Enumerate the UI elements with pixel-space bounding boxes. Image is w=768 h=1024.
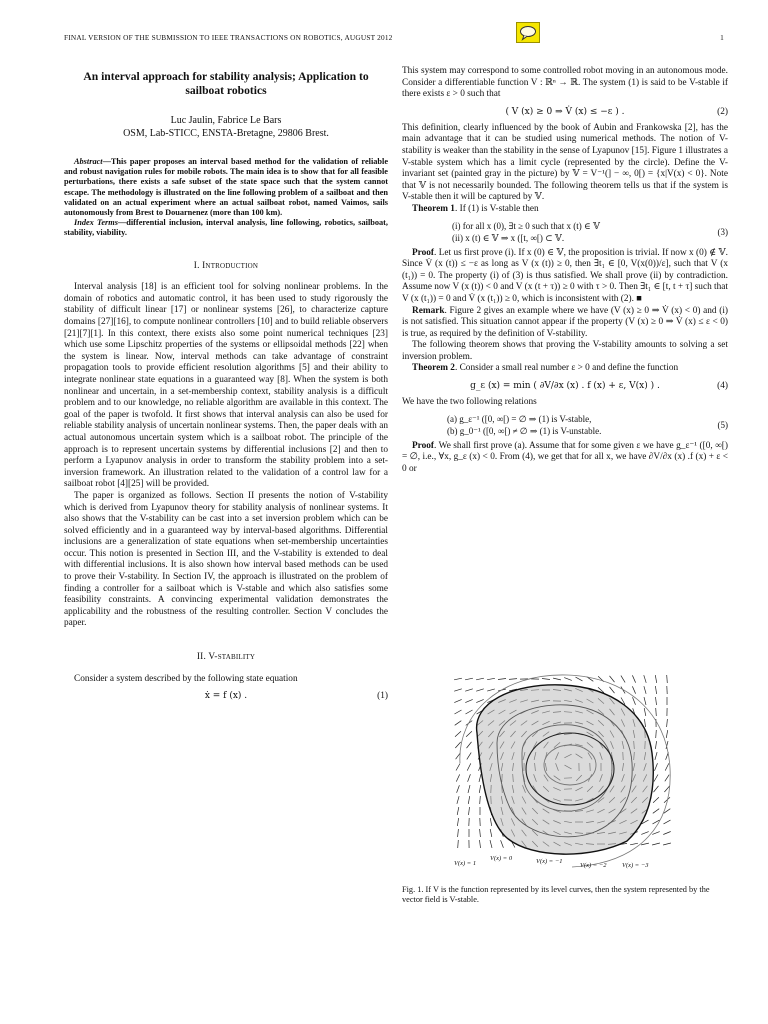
field-arrow (454, 678, 462, 680)
authors-block (64, 114, 388, 140)
field-arrow (467, 753, 471, 760)
field-arrow (553, 678, 561, 680)
field-arrow (487, 678, 495, 679)
field-arrow (490, 818, 491, 826)
v-invariant-set-region (477, 685, 654, 854)
remark-text: . Figure 2 gives an example where we have (V (x) ≥ 0 ⇒ V̇ (x) < 0) and (i) is not satisfied. This situation cannot appear if the property (V (x) ≥ 0 ⇒ V̇ (x) ≤ ε < 0) is true, as required by the definition of V-stability. (402, 305, 728, 339)
field-arrow (641, 843, 649, 845)
level-label-3: V(x) = −1 (536, 858, 563, 865)
equation-4-body: g_ε (x) = min ( ∂V/∂x (x) . f (x) + ε, V(x) ) . (470, 381, 660, 392)
field-arrow (457, 807, 459, 815)
field-arrow (455, 742, 460, 748)
equation-2-body: ( V (x) ≥ 0 ⇒ V̇ (x) ≤ −ε ) . (505, 106, 625, 117)
proof-1-text: . Let us first prove (i). If x (0) ∈ 𝕍, the proposition is trivial. If now x (0) ∉ 𝕍. Since V̇ (x (t)) ≤ −ε as long as V (x (t)) ≥ 0, then ∃t₁ ∈ [0, V(x(0))/ε], such that V (x (t₁)) = 0. The property (i) of (3) is thus satisfied. We shall prove (ii) by contradiction. Assume now V (x (t)) < 0 and V (x (t + τ)) ≥ 0 with τ > 0. Then ∃t₁ ∈ [t, t + τ] such that V (x (t₁)) = 0 and V̇ (x (t₁)) ≥ 0, which is inconsistent with (2). ■ (402, 247, 728, 304)
right-paragraph-2: This definition, clearly influenced by the book of Aubin and Frankowska [2], has the main advantage that it can be studied using numerical methods. The notion of V-stability is weaker than the stability in the sense of Lyapunov [15]. Figure 1 illustrates a V-stable system which has a limit cycle (represented by the circle). Define the V-invariant set (painted gray in the picture) by 𝕍 = V⁻¹(] − ∞, 0[) = {x|V(x) < 0}. Note that 𝕍 is not necessarily bounded. The following theorem tells us that if the system is V-stable then it will be captured by 𝕍. (402, 122, 728, 203)
field-arrow (490, 829, 492, 837)
intro-paragraph-1: Interval analysis [18] is an efficient tool for solving nonlinear problems. In the domain of robotics and automatic control, it has been used to study rigorously the stability of difficult linear [17] or nonlinear systems [26], to characterize capture domains [27][16], to compute nonlinear controllers [10] and to build reliable observers [21][7][1]. In this context, there exists also some point numerical techniques [23] which use some Lipschitz properties of the systems or ellipsoidal methods [22] when the system is linear. Now, interval methods can take advantage of constraint propagation tools to provide efficient resolution algorithms [5] and their ability to integrate nonlinear state equations in a guaranteed way [8]. When the system is both nonlinear and uncertain, in a set-membership context, stability analysis is a difficult problem and to our knowledge, no reliable algorithm are available in this context. The goal of the paper is twofold. It first shows that interval analysis can also be used for reliable stability analysis of uncertain nonlinear systems. Then, the paper deals with an actual autonomous uncertain system which is a sailboat robot. The principle of the approach is to represent uncertain systems by differential inclusions [2] and then to perform a Lyapunov analysis in order to transform the stability problem into a set-inversion framework. An illustration related to the validation of a control law for a sailboat robot [4][25] will be provided. (64, 282, 388, 490)
field-arrow (476, 678, 484, 680)
theorem-1-list (402, 220, 728, 244)
level-label-1: V(x) = 1 (454, 860, 477, 867)
field-arrow (501, 840, 504, 847)
field-arrow (656, 697, 657, 705)
field-arrow (667, 719, 668, 727)
field-arrow (455, 710, 462, 714)
field-arrow (476, 699, 483, 702)
field-arrow (455, 721, 462, 726)
field-arrow (480, 840, 481, 848)
comment-note-icon[interactable] (516, 22, 540, 43)
field-arrow (621, 676, 625, 683)
field-arrow (655, 741, 656, 749)
field-arrow (632, 686, 635, 693)
field-arrow (644, 708, 646, 716)
field-arrow (490, 840, 492, 848)
field-arrow (641, 832, 648, 835)
theorem-1-label: Theorem 1 (412, 203, 455, 214)
level-label-2: V(x) = 0 (490, 855, 513, 862)
equation-3-number: (3) (717, 226, 728, 237)
index-text: —differential inclusion, interval analysis, line following, robotics, sailboat, stability, viability. (64, 218, 389, 238)
field-arrow (665, 763, 669, 770)
theorem-2-text: . Consider a small real number ε > 0 and define the function (454, 363, 679, 374)
field-arrow (469, 807, 470, 815)
field-arrow (644, 686, 646, 694)
field-arrow (644, 675, 646, 683)
proof-1-label: Proof (412, 247, 435, 258)
field-arrow (663, 843, 671, 845)
field-arrow (666, 730, 667, 738)
field-arrow (656, 708, 657, 716)
right-paragraph-4: We have the two following relations (402, 397, 537, 408)
proof-2-text: . We shall first prove (a). Assume that for some given ε we have g_ε⁻¹ ([0, ∞[) = ∅, i.e., ∀x, g_ε (x) < 0. From (4), we get that for all x, we have ∂V/∂x (x) .f (x) + ε < 0 or (402, 440, 728, 474)
field-arrow (476, 689, 484, 691)
theorem-1-item-i: (i) for all x (0), ∃t ≥ 0 such that x (t) ∈ 𝕍 (452, 220, 600, 231)
field-arrow (498, 679, 506, 680)
figure-1-caption: Fig. 1. If V is the function represented by its level curves, then the system represented by the vector field is V-stable. (402, 885, 710, 905)
section-heading-introduction: I. Introduction (193, 260, 259, 271)
relations-list (402, 413, 728, 437)
field-arrow (610, 687, 615, 693)
field-arrow (655, 675, 656, 683)
field-arrow (480, 796, 481, 804)
proof-2-label: Proof (412, 440, 435, 451)
v-stability-paragraph: Consider a system described by the following state equation (74, 673, 298, 684)
field-arrow (610, 676, 615, 682)
theorem-1 (402, 204, 728, 216)
right-paragraph-3: The following theorem shows that proving the V-stability amounts to solving a set inversion problem. (402, 340, 728, 362)
field-arrow (479, 774, 481, 782)
field-arrow (576, 677, 583, 681)
field-arrow (655, 686, 656, 694)
field-arrow (456, 764, 460, 771)
field-arrow (465, 678, 473, 680)
field-arrow (633, 697, 636, 704)
index-label: Index Terms (74, 218, 118, 228)
theorem-2 (402, 363, 728, 375)
field-arrow (645, 719, 646, 727)
equation-2-number: (2) (717, 106, 728, 117)
relation-b: (b) g_0⁻¹ ([0, ∞[) ≠ ∅ ⇒ (1) is V-unstable. (447, 425, 602, 436)
field-arrow (465, 689, 473, 691)
field-arrow (644, 697, 646, 705)
field-arrow (466, 710, 473, 714)
theorem-1-item-ii: (ii) x (t) ∈ 𝕍 ⇒ x ([t, ∞[) ⊂ 𝕍. (452, 232, 565, 243)
abstract-label: Abstract (74, 157, 103, 166)
proof-2 (402, 441, 728, 476)
field-arrow (667, 675, 668, 683)
equation-1-number: (1) (377, 691, 388, 702)
field-arrow (479, 785, 480, 793)
page-number: 1 (720, 33, 724, 42)
field-arrow (457, 785, 460, 793)
field-arrow (632, 675, 635, 682)
equation-4 (402, 375, 728, 397)
authors: Luc Jaulin, Fabrice Le Bars (170, 115, 282, 126)
proof-1 (402, 248, 728, 306)
field-arrow (654, 775, 658, 782)
field-arrow (664, 820, 671, 824)
field-arrow (487, 689, 495, 691)
field-arrow (465, 699, 472, 702)
level-label-4: V(x) = −2 (580, 862, 607, 869)
equation-2 (402, 101, 728, 123)
field-arrow (652, 843, 660, 845)
relation-a: (a) g_ε⁻¹ ([0, ∞[) = ∅ ⇒ (1) is V-stable, (447, 413, 592, 424)
field-arrow (663, 832, 670, 835)
field-arrow (655, 752, 657, 760)
abstract (64, 157, 388, 218)
field-arrow (458, 829, 459, 837)
equation-4-number: (4) (717, 381, 728, 392)
section-heading-v-stability: II. V-stability (196, 652, 256, 663)
field-arrow (456, 774, 459, 781)
right-column (402, 66, 728, 475)
field-arrow (564, 678, 572, 681)
equation-5-number: (5) (717, 419, 728, 430)
intro-paragraph-2: The paper is organized as follows. Section II presents the notion of V-stability which is derived from Lyapunov theory for stability analysis of nonlinear systems. It also shows that the V-stability can be cast into a set inversion problem which can be solved efficiently and in a guaranteed way by interval-based algorithms. Differential inclusions are a generalization of state equations when set-membership uncertainties occur. This notion is presented in Section III, and the V-stability is extended to deal with differential inclusions. It is also shown how interval based methods can be used to prove their V-stability. In Section IV, the approach is illustrated on the problem of finding a controller for a sailboat which is V-stable and which also satisfies some feasibility constraints. A convincing experimental validation demonstrates the applicability and the robustness of the resulting controller. Section V concludes the paper. (64, 490, 388, 629)
field-arrow (656, 730, 657, 738)
field-arrow (654, 786, 659, 792)
field-arrow (466, 731, 472, 737)
equation-1-body: ẋ = f (x) . (204, 691, 248, 702)
field-arrow (652, 832, 659, 835)
right-paragraph-1: This system may correspond to some controlled robot moving in an autonomous mode. Consider a differentiable function V : ℝⁿ → ℝ. The system (1) is said to be V-stable if there exists ε > 0 such that (402, 66, 728, 100)
abstract-text: —This paper proposes an interval based method for the validation of reliable and robust navigation rules for mobile robots. The main idea is to show that for all feasible perturbations, there exists a safe subset of the state space such that the system cannot escape. The methodology is illustrated on the line following problem of a sailboat and then validated on an actual experiment where an actual sailboat robot, named Vaimos, sails autonomously from Brest to Douarnenez (more than 100 km). (64, 157, 388, 218)
field-arrow (454, 699, 461, 702)
field-arrow (653, 809, 659, 814)
paper-title: An interval approach for stability analysis; Application to sailboat robotics (83, 70, 369, 97)
field-arrow (467, 742, 472, 748)
remark (402, 306, 728, 341)
level-label-5: V(x) = −3 (622, 862, 649, 869)
running-title: FINAL VERSION OF THE SUBMISSION TO IEEE TRANSACTIONS ON ROBOTICS, AUGUST 2012 (64, 33, 393, 42)
index-terms (64, 218, 388, 238)
field-arrow (467, 763, 471, 770)
theorem-1-text: . If (1) is V-stable then (454, 203, 539, 214)
field-arrow (665, 775, 669, 782)
field-arrow (457, 796, 459, 804)
field-arrow (454, 689, 462, 691)
field-arrow (509, 679, 517, 680)
left-column (64, 66, 388, 707)
field-arrow (653, 797, 659, 803)
field-arrow (480, 829, 481, 837)
field-arrow (655, 763, 658, 770)
field-arrow (542, 679, 550, 680)
field-arrow (630, 843, 638, 845)
field-arrow (468, 774, 471, 782)
equation-1 (64, 685, 388, 707)
affiliation: OSM, Lab-STICC, ENSTA-Bretagne, 29806 Brest. (123, 128, 329, 139)
remark-label: Remark (412, 305, 445, 316)
field-arrow (468, 785, 470, 793)
running-header (64, 33, 724, 42)
field-arrow (457, 818, 458, 826)
figure-1-vector-field (452, 673, 678, 869)
field-arrow (468, 796, 469, 804)
field-arrow (455, 731, 461, 736)
theorem-2-label: Theorem 2 (412, 363, 455, 374)
field-arrow (458, 840, 459, 848)
